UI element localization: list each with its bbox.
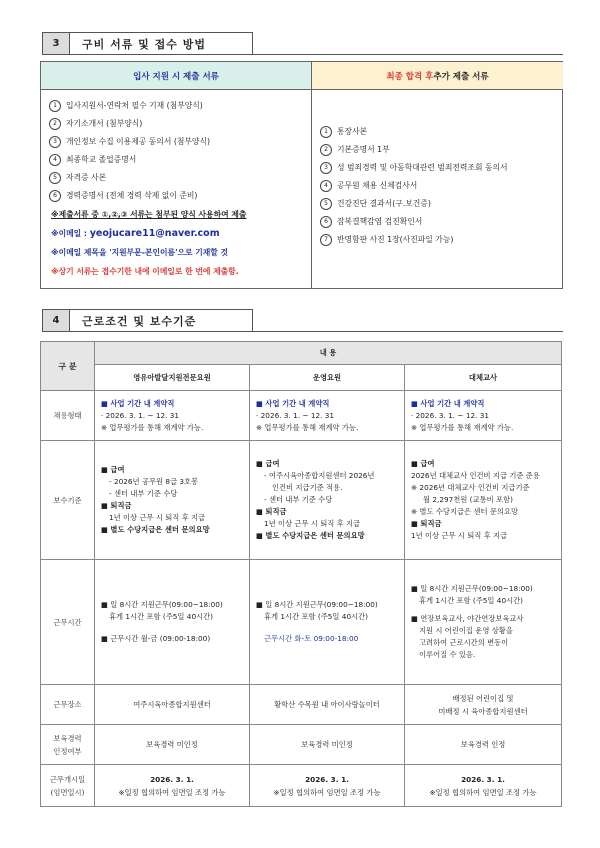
row-label-career: 보육경력 인정여부 bbox=[41, 725, 95, 765]
application-docs-header: 입사 지원 시 제출 서류 bbox=[41, 62, 311, 90]
hire-cell: ■ 사업 기간 내 계약직 · 2026. 3. 1. ~ 12. 31 ※ 업무평가를 통해 재계약 가능. bbox=[405, 391, 562, 441]
career-cell: 보육경력 인정 bbox=[405, 725, 562, 765]
list-item: 2 기본증명서 1부 bbox=[320, 141, 563, 159]
final-docs-list bbox=[312, 90, 563, 249]
pay-cell: ■ 급여 - 여주시육아종합지원센터 2026년 인건비 지급기준 적용. - 센터 내부 기준 수당 ■ 퇴직금 1년 이상 근무 시 퇴직 후 지급 ■ 별도 수당지급은 센터 문의요망 bbox=[250, 441, 405, 560]
final-docs-column bbox=[311, 62, 563, 288]
section3-number: 3 bbox=[42, 32, 70, 55]
application-docs-list bbox=[41, 90, 311, 281]
column-header: 운영요원 bbox=[250, 365, 405, 391]
section4-divider bbox=[42, 331, 563, 332]
section3-divider bbox=[42, 54, 563, 55]
hire-cell: ■ 사업 기간 내 계약직 · 2026. 3. 1. ~ 12. 31 ※ 업무평가를 통해 재계약 가능. bbox=[250, 391, 405, 441]
start-cell: 2026. 3. 1. ※일정 협의하여 임면일 조정 가능 bbox=[250, 765, 405, 807]
column-header: 대체교사 bbox=[405, 365, 562, 391]
list-item: 4 공무원 채용 신체검사서 bbox=[320, 177, 563, 195]
list-item: 1 입사지원서-연락처 필수 기재 (첨부양식) bbox=[49, 97, 311, 115]
row-label-time: 근무시간 bbox=[41, 560, 95, 685]
time-cell: ■ 일 8시간 지원근무(09:00~18:00) 휴게 1시간 포함 (주5일 40시간) ■ 연장보육교사, 야간연장보육교사 지원 시 어린이집 운영 상황을 고려하여 근로시간의 변동이 이루어질 수 있음. bbox=[405, 560, 562, 685]
career-cell: 보육경력 미인정 bbox=[250, 725, 405, 765]
section3-title: 구비 서류 및 접수 방법 bbox=[70, 32, 253, 55]
row-label-place: 근무장소 bbox=[41, 685, 95, 725]
list-item: 2 자기소개서 (첨부양식) bbox=[49, 115, 311, 133]
list-item: 5 건강진단 결과서(구.보건증) bbox=[320, 195, 563, 213]
time-cell: ■ 일 8시간 지원근무(09:00~18:00) 휴게 1시간 포함 (주5일 40시간) ■ 근무시간 월-금 (09:00-18:00) bbox=[95, 560, 250, 685]
email-address[interactable]: yeojucare11@naver.com bbox=[89, 228, 220, 239]
career-cell: 보육경력 미인정 bbox=[95, 725, 250, 765]
work-conditions-table bbox=[40, 341, 562, 807]
list-item: 6 경력증명서 (전체 경력 삭제 없이 준비) bbox=[49, 187, 311, 205]
list-item: 1 통장사본 bbox=[320, 123, 563, 141]
place-cell: 황학산 수목원 내 아이사랑놀이터 bbox=[250, 685, 405, 725]
place-cell: 여주시육아종합지원센터 bbox=[95, 685, 250, 725]
deadline-note: ※상기 서류는 접수기한 내에 이메일로 한 번에 제출함. bbox=[51, 267, 239, 276]
list-item: 4 최종학교 졸업증명서 bbox=[49, 151, 311, 169]
application-docs-column bbox=[41, 62, 311, 288]
list-item: 7 반명함판 사진 1장(사진파일 가능) bbox=[320, 231, 563, 249]
place-cell: 배정된 어린이집 및 미배정 시 육아종합지원센터 bbox=[405, 685, 562, 725]
row-label-pay: 보수기준 bbox=[41, 441, 95, 560]
start-cell: 2026. 3. 1. ※일정 협의하여 임면일 조정 가능 bbox=[95, 765, 250, 807]
start-cell: 2026. 3. 1. ※일정 협의하여 임면일 조정 가능 bbox=[405, 765, 562, 807]
email-subject-note: ※이메일 제목을 '지원부문-본인이름'으로 기재할 것 bbox=[51, 248, 229, 257]
pay-cell: ■ 급여 - 2026년 공무원 8급 3호봉 - 센터 내부 기준 수당 ■ 퇴직금 1년 이상 근무 시 퇴직 후 지급 ■ 별도 수당지급은 센터 문의요망 bbox=[95, 441, 250, 560]
section4-number: 4 bbox=[42, 309, 70, 332]
list-item: 3 성 범죄경력 및 아동학대관련 범죄전력조회 동의서 bbox=[320, 159, 563, 177]
list-item: 6 잠복결핵감염 검진확인서 bbox=[320, 213, 563, 231]
section4-header bbox=[42, 309, 253, 332]
section4-title: 근로조건 및 보수기준 bbox=[70, 309, 253, 332]
documents-box bbox=[40, 61, 563, 289]
list-item: 5 자격증 사본 bbox=[49, 169, 311, 187]
hire-cell: ■ 사업 기간 내 계약직 · 2026. 3. 1. ~ 12. 31 ※ 업무평가를 통해 재계약 가능. bbox=[95, 391, 250, 441]
final-docs-header: 최종 합격 후 추가 제출 서류 bbox=[312, 62, 563, 90]
list-item: 3 개인정보 수집 이용제공 동의서 (첨부양식) bbox=[49, 133, 311, 151]
row-label-hire: 채용형태 bbox=[41, 391, 95, 441]
attachment-note: ※제출서류 중 ①,②,③ 서류는 첨부된 양식 사용하여 제출 bbox=[51, 210, 247, 219]
header-content: 내 용 bbox=[95, 342, 562, 365]
row-label-start: 근무개시일 (임면일시) bbox=[41, 765, 95, 807]
section3-header bbox=[42, 32, 253, 55]
pay-cell: ■ 급여 2026년 대체교사 인건비 지급 기준 준용 ※ 2026년 대체교사 인건비 지급기준 월 2,297천원 (교통비 포함) ※ 별도 수당지급은 센터 문의요망 ■ 퇴직금 1년 이상 근무 시 퇴직 후 지급 bbox=[405, 441, 562, 560]
header-gubun: 구 분 bbox=[41, 342, 95, 391]
email-line: ※이메일 : yeojucare11@naver.com bbox=[51, 228, 220, 239]
time-cell: ■ 일 8시간 지원근무(09:00~18:00) 휴게 1시간 포함 (주5일 40시간) 근무시간 화-토 09:00-18:00 bbox=[250, 560, 405, 685]
column-header: 영유아발달지원전문요원 bbox=[95, 365, 250, 391]
